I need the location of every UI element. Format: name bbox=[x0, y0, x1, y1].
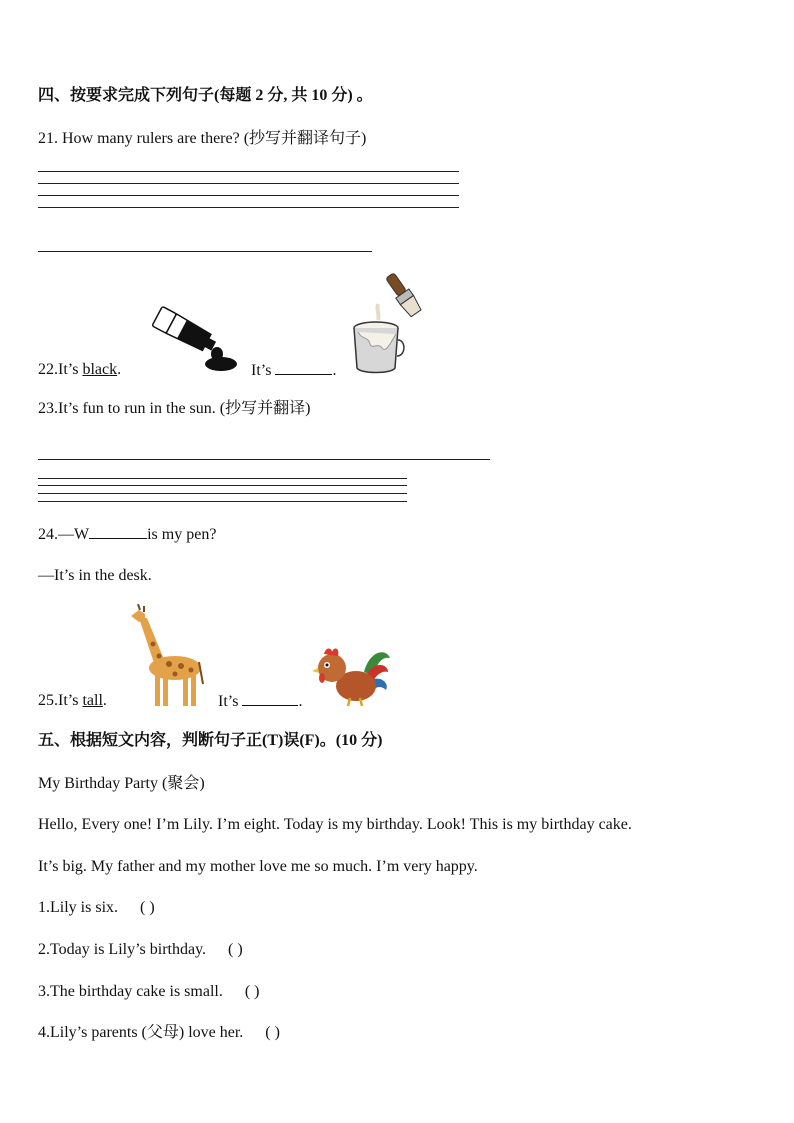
fill-blank[interactable] bbox=[275, 360, 332, 375]
question-22 bbox=[38, 360, 121, 380]
section-5-heading: 五、根据短文内容，判断句子正(T)误(F)。(10 分) bbox=[38, 732, 383, 749]
question-25-blank bbox=[218, 691, 302, 712]
judge-item bbox=[38, 1023, 280, 1043]
question-24 bbox=[38, 524, 216, 545]
passage-paragraph: Hello, Every one! I’m Lily. I’m eight. Today is my birthday. Look! This is my birthday cake. bbox=[38, 816, 632, 833]
rooster-icon bbox=[312, 640, 392, 708]
answer-paren[interactable]: ( ) bbox=[140, 899, 155, 916]
answer-line[interactable] bbox=[38, 478, 407, 479]
judge-item-text: 1.Lily is six. bbox=[38, 899, 119, 916]
fill-blank[interactable] bbox=[89, 524, 147, 539]
paint-bucket-icon bbox=[348, 270, 430, 376]
answer-line[interactable] bbox=[38, 501, 407, 502]
answer-line[interactable] bbox=[38, 183, 459, 184]
judge-item bbox=[38, 898, 155, 918]
passage-title: My Birthday Party (聚会) bbox=[38, 775, 205, 792]
question-24-answer: —It’s in the desk. bbox=[38, 567, 152, 584]
judge-item bbox=[38, 940, 243, 960]
q25-prefix: 25.It’s bbox=[38, 692, 83, 709]
answer-line[interactable] bbox=[38, 171, 459, 172]
question-22-blank bbox=[251, 360, 336, 381]
answer-line[interactable] bbox=[38, 493, 407, 494]
q24-prefix: 24.—W bbox=[38, 526, 90, 543]
paint-tube-icon bbox=[145, 302, 240, 374]
q25-second: It’s bbox=[218, 693, 243, 710]
answer-line[interactable] bbox=[38, 251, 372, 252]
q24-suffix: is my pen? bbox=[147, 526, 217, 543]
q22-second: It’s bbox=[251, 362, 276, 379]
section-4-heading: 四、按要求完成下列句子(每题 2 分, 共 10 分) 。 bbox=[38, 87, 373, 104]
q22-suffix: . bbox=[117, 361, 122, 378]
fill-blank[interactable] bbox=[242, 691, 298, 706]
judge-item bbox=[38, 982, 260, 1002]
answer-line[interactable] bbox=[38, 485, 407, 486]
judge-item-text: 3.The birthday cake is small. bbox=[38, 983, 223, 1000]
q25-end: . bbox=[298, 693, 303, 710]
passage-paragraph: It’s big. My father and my mother love me so much. I’m very happy. bbox=[38, 858, 478, 875]
question-23: 23.It’s fun to run in the sun. (抄写并翻译) bbox=[38, 400, 311, 417]
answer-line[interactable] bbox=[38, 459, 490, 460]
q22-end: . bbox=[332, 362, 337, 379]
judge-item-text: 2.Today is Lily’s birthday. bbox=[38, 941, 207, 958]
giraffe-icon bbox=[125, 604, 205, 708]
q25-suffix: . bbox=[102, 692, 107, 709]
answer-line[interactable] bbox=[38, 207, 459, 208]
q25-word: tall bbox=[82, 692, 103, 709]
answer-paren[interactable]: ( ) bbox=[244, 983, 260, 1000]
q22-prefix: 22.It’s bbox=[38, 361, 83, 378]
question-21: 21. How many rulers are there? (抄写并翻译句子) bbox=[38, 130, 367, 147]
answer-line[interactable] bbox=[38, 195, 459, 196]
q22-word: black bbox=[82, 361, 118, 378]
answer-paren[interactable]: ( ) bbox=[265, 1024, 280, 1041]
judge-item-text: 4.Lily’s parents (父母) love her. bbox=[38, 1024, 244, 1041]
question-25 bbox=[38, 691, 107, 711]
answer-paren[interactable]: ( ) bbox=[228, 941, 243, 958]
